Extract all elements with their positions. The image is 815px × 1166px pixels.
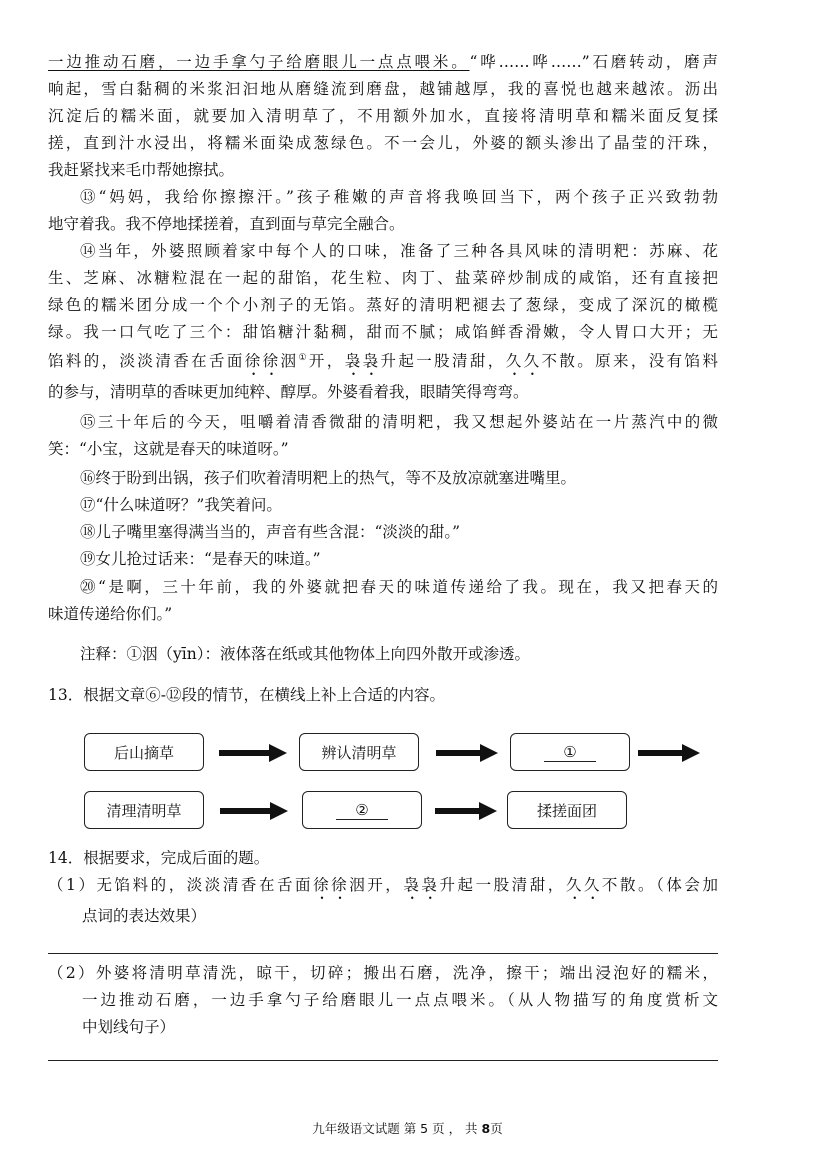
right-arrow-icon [219,744,287,762]
page-footer: 九年级语文试题 第 5 页 ， 共 8页 [312,1121,503,1136]
passage-line: ⑲女儿抢过话来：“是春天的味道。” [80,550,321,568]
passage-line: ⑮三十年后的今天，咀嚼着清香微甜的清明粑，我又想起外婆站在一片蒸汽中的微 [80,413,718,431]
dotted-word: 久久 [505,352,542,370]
dotted-word: 徐徐 [244,352,281,370]
question-14-2-cont: 中划线句子） [82,1018,176,1036]
flow-step-3-blank[interactable] [510,733,630,771]
dotted-word: 袅袅 [403,876,440,894]
passage-line: 笑：“小宝，这就是春天的味道呀。” [48,440,289,458]
passage-line: 我赶紧找来毛巾帮她擦拭。 [48,161,235,179]
flow-step-5-blank[interactable] [302,791,422,829]
passage-line: 生、芝麻、冰糖粒混在一起的甜馅，花生粒、肉丁、盐菜碎炒制成的咸馅，还有直接把 [48,269,718,287]
passage-line: ⑯终于盼到出锅，孩子们吹着清明粑上的热气，等不及放凉就塞进嘴里。 [80,469,577,487]
question-14-stem: 14．根据要求，完成后面的题。 [48,849,270,867]
flow-step-4: 清理清明草 [84,791,204,829]
dotted-word: 徐徐 [313,876,350,894]
footnote: 注释：①洇（yīn）：液体落在纸或其他物体上向四外散开或渗透。 [80,645,530,663]
passage-line: 馅料的，淡淡清香在舌面徐徐洇①开，袅袅升起一股清甜，久久不散。原来，没有馅料 [48,352,718,370]
underlined-sentence: 一边推动石磨，一边手拿勺子给磨眼儿一点点喂米。 [48,53,470,71]
passage-line: 搓，直到汁水浸出，将糯米面染成葱绿色。不一会儿，外婆的额头渗出了晶莹的汗珠， [48,134,718,152]
answer-line-1[interactable] [48,953,718,954]
passage-line: 一边推动石磨，一边手拿勺子给磨眼儿一点点喂米。“哗……哗……”石磨转动，磨声 [48,53,718,71]
question-14-2: （2）外婆将清明草清洗，晾干，切碎；搬出石磨，洗净，擦干；端出浸泡好的糯米， [48,964,718,982]
passage-line: 响起，雪白黏稠的米浆汩汩地从磨缝流到磨盘，越铺越厚，我的喜悦也越来越浓。沥出 [48,80,718,98]
answer-blank-2: ② [336,801,388,820]
passage-line: ⑭当年，外婆照顾着家中每个人的口味，准备了三种各具风味的清明粑：苏麻、花 [80,242,718,260]
flow-step-2: 辨认清明草 [299,733,419,771]
footnote-marker: ① [298,352,309,363]
dotted-word: 久久 [565,876,602,894]
right-arrow-icon [638,744,700,762]
flow-step-6: 揉搓面团 [507,791,627,829]
passage-line: ⑳“是啊，三十年前，我的外婆就把春天的味道传递给了我。现在，我又把春天的 [80,578,718,596]
flow-step-1: 后山摘草 [84,733,204,771]
question-14-1: （1）无馅料的，淡淡清香在舌面徐徐洇开，袅袅升起一股清甜，久久不散。（体会加 [48,876,718,894]
passage-line: 味道传递给你们。” [48,605,173,623]
passage-line: 的参与，清明草的香味更加纯粹、醇厚。外婆看着我，眼睛笑得弯弯。 [48,383,529,401]
dotted-word: 袅袅 [344,352,381,370]
right-arrow-icon [220,802,288,820]
passage-line: 绿色的糯米团分成一个个小剂子的无馅。蒸好的清明粑褪去了葱绿，变成了深沉的橄榄 [48,296,718,314]
passage-line: ⑬“妈妈，我给你擦擦汗。”孩子稚嫩的声音将我唤回当下，两个孩子正兴致勃勃 [80,188,718,206]
passage-line: ⑱儿子嘴里塞得满当当的，声音有些含混：“淡淡的甜。” [80,523,461,541]
question-14-2-cont: 一边推动石磨，一边手拿勺子给磨眼儿一点点喂米。（从人物描写的角度赏析文 [82,991,718,1009]
answer-blank-1: ① [544,743,596,762]
question-13-stem: 13．根据文章⑥-⑫段的情节，在横线上补上合适的内容。 [48,686,445,704]
passage-line: 地守着我。我不停地揉搓着，直到面与草完全融合。 [48,215,405,233]
passage-line: ⑰“什么味道呀？”我笑着问。 [80,496,282,514]
right-arrow-icon [436,744,498,762]
answer-line-2[interactable] [48,1060,718,1061]
right-arrow-icon [435,802,497,820]
question-14-1-cont: 点词的表达效果） [82,907,207,925]
passage-line: 沉淀后的糯米面，就要加入清明草了，不用额外加水，直接将清明草和糯米面反复揉 [48,107,718,125]
passage-line: 绿。我一口气吃了三个：甜馅糖汁黏稠，甜而不腻；咸馅鲜香滑嫩，令人胃口大开；无 [48,323,718,341]
